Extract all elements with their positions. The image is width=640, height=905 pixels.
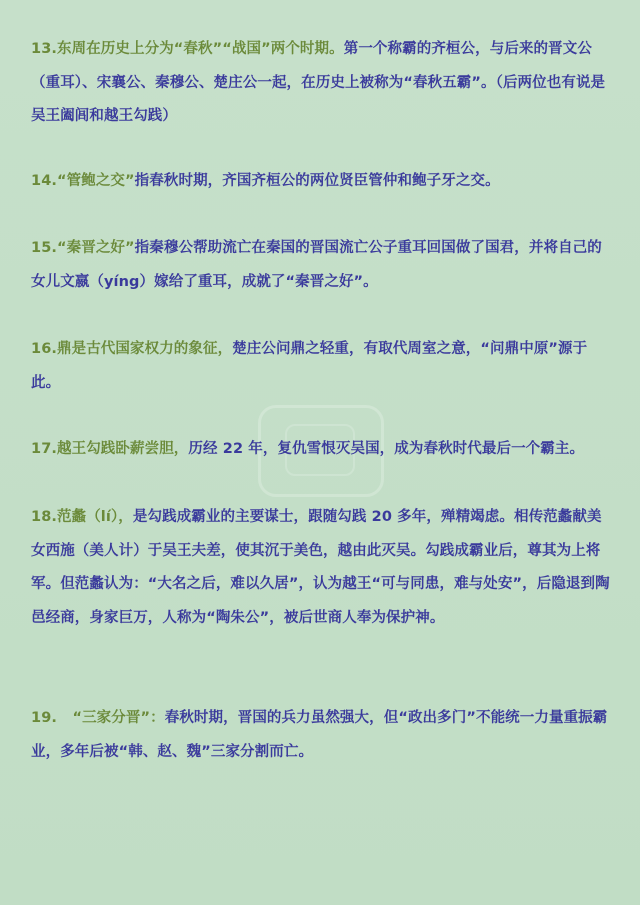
paragraph-17 — [31, 433, 615, 467]
item-number: 19. — [31, 710, 57, 726]
paragraph-19 — [31, 702, 615, 769]
item-lead: 越王勾践卧薪尝胆， — [57, 441, 189, 457]
item-lead: 东周在历史上分为“春秋”“战国”两个时期。 — [57, 41, 344, 57]
paragraph-15 — [31, 232, 615, 299]
item-number: 16. — [31, 341, 57, 357]
paragraph-14 — [31, 165, 615, 199]
paragraph-16 — [31, 333, 615, 400]
item-text: 历经 22 年，复仇雪恨灭吴国，成为春秋时代最后一个霸主。 — [188, 441, 585, 457]
item-text: 第一个称霸的齐桓公，与后来的晋文公（重耳）、宋襄公、秦穆公、楚庄公一起，在历史上被称为“春秋五霸”。（后两位也有说是吴王阖闾和越王勾践） — [31, 41, 606, 124]
item-number: 13. — [31, 41, 57, 57]
item-number: 18. — [31, 509, 57, 525]
item-text: 指春秋时期，齐国齐桓公的两位贤臣管仲和鲍子牙之交。 — [134, 173, 500, 189]
item-text: 春秋时期，晋国的兵力虽然强大，但“政出多门”不能统一力量重振霸业，多年后被“韩、赵、魏”三家分割而亡。 — [31, 710, 608, 760]
item-lead: “三家分晋”： — [57, 710, 165, 726]
item-lead: 范蠡（lí）， — [57, 509, 133, 525]
item-text: 指秦穆公帮助流亡在秦国的晋国流亡公子重耳回国做了国君，并将自己的女儿文嬴（yíng）嫁给了重耳，成就了“秦晋之好”。 — [31, 240, 602, 290]
item-number: 15. — [31, 240, 57, 256]
item-lead: “秦晋之好” — [57, 240, 135, 256]
item-lead: 鼎是古代国家权力的象征， — [57, 341, 233, 357]
item-lead: “管鲍之交” — [57, 173, 135, 189]
item-text: 楚庄公问鼎之轻重，有取代周室之意，“问鼎中原”源于此。 — [31, 341, 588, 391]
paragraph-13 — [31, 33, 615, 134]
item-number: 17. — [31, 441, 57, 457]
item-number: 14. — [31, 173, 57, 189]
paragraph-18 — [31, 501, 615, 635]
item-text: 是勾践成霸业的主要谋士，跟随勾践 20 多年，殚精竭虑。相传范蠡献美女西施（美人计）于吴王夫差，使其沉于美色，越由此灭吴。勾践成霸业后，尊其为上将军。但范蠡认为：“大名之后，难以久居”，认为越王“可与同患，难与处安”，后隐退到陶邑经商，身家巨万，人称为“陶朱公”，被后世商人奉为保护神。 — [31, 509, 610, 626]
